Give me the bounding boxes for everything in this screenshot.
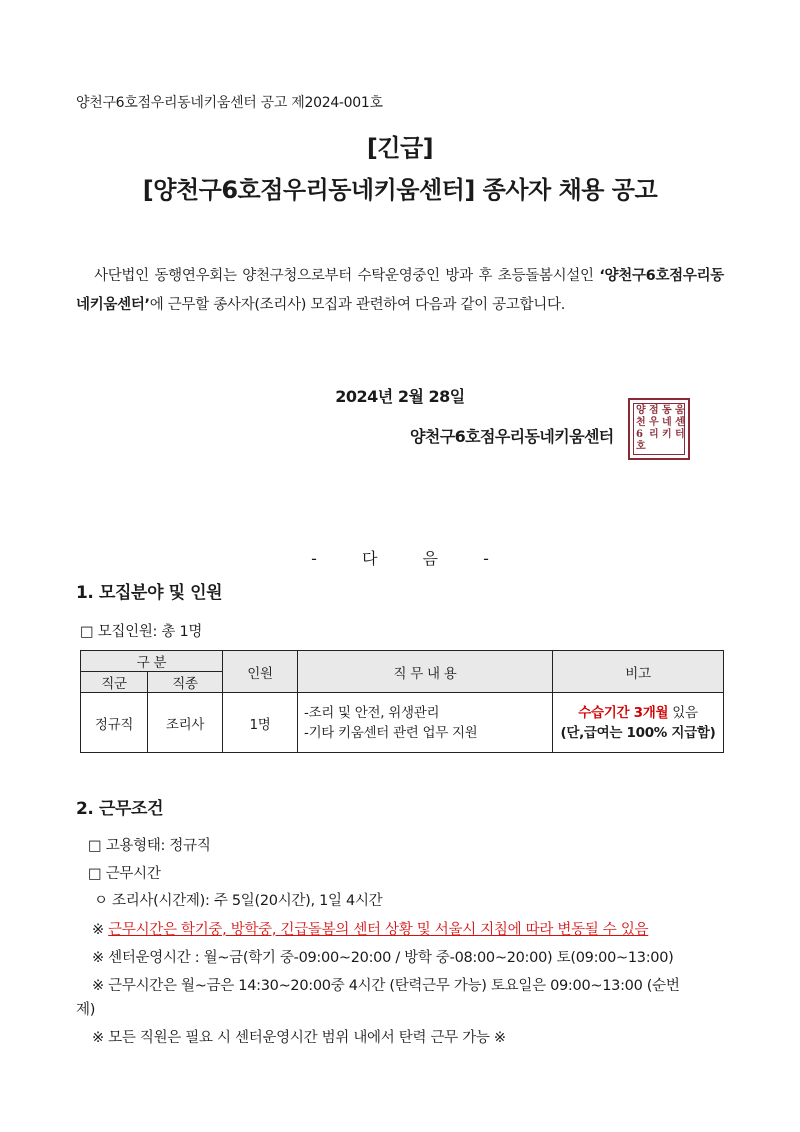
- work-detail-cont: 제): [76, 1002, 96, 1018]
- th-duties: 직 무 내 용: [298, 651, 553, 693]
- intro-text-1: 사단법인 동행연우회는 양천구청으로부터 수탁운영중인 방과 후 초등돌봄시설인: [94, 268, 600, 284]
- section1-heading: 1. 모집분야 및 인원: [76, 583, 223, 603]
- issuer-name: 양천구6호점우리동네키움센터: [410, 427, 614, 446]
- cell-job-group: 정규직: [81, 693, 148, 753]
- section2-heading: 2. 근무조건: [76, 799, 164, 819]
- duty-2: -기타 키움센터 관련 업무 지원: [304, 724, 478, 741]
- operating-hours: ※ 센터운영시간 : 월~금(학기 중-09:00~20:00 / 방학 중-08:00~20:00) 토(09:00~13:00): [92, 950, 674, 966]
- notice-number: 양천구6호점우리동네키움센터 공고 제2024-001호: [76, 95, 383, 111]
- page-title: [양천구6호점우리동네키움센터] 종사자 채용 공고: [142, 176, 658, 204]
- hours-change-note: ※ 근무시간은 학기중, 방학중, 긴급돌봄의 센터 상황 및 서울시 지침에 따라 변동될 수 있음: [92, 922, 649, 938]
- th-note: 비고: [553, 651, 724, 693]
- title-urgent: [긴급]: [366, 134, 434, 162]
- recruit-total: □ 모집인원: 총 1명: [80, 624, 203, 640]
- official-seal: 양 천 6 호 점 우 리 동 네 키 움 센 터: [628, 398, 690, 460]
- th-job-type: 직종: [148, 672, 223, 693]
- th-count: 인원: [223, 651, 298, 693]
- table-row: [81, 693, 724, 753]
- flex-note: ※ 모든 직원은 필요 시 센터운영시간 범위 내에서 탄력 근무 가능 ※: [92, 1030, 506, 1046]
- separator: - 다 음 -: [311, 549, 489, 568]
- cook-hours: ㅇ 조리사(시간제): 주 5일(20시간), 1일 4시간: [94, 893, 383, 909]
- cell-duties: [298, 693, 553, 753]
- duty-1: -조리 및 안전, 위생관리: [304, 704, 440, 721]
- th-group: 구 분: [81, 651, 223, 672]
- th-job-group: 직군: [81, 672, 148, 693]
- salary-note: (단,급여는 100% 지급함): [560, 724, 716, 741]
- intro-center-name: ‘양천구6호점우리동네키움센터’: [76, 268, 724, 313]
- cell-job-type: 조리사: [148, 693, 223, 753]
- employment-type: □ 고용형태: 정규직: [88, 838, 211, 854]
- intro-paragraph: [76, 262, 724, 320]
- cell-count: 1명: [223, 693, 298, 753]
- cell-note: 수습기간 3개월 있음 (단,급여는 100% 지급함): [553, 693, 724, 753]
- work-hours-label: □ 근무시간: [88, 866, 161, 882]
- work-detail: ※ 근무시간은 월~금은 14:30~20:00중 4시간 (탄력근무 가능) 토요일은 09:00~13:00 (순번: [92, 978, 680, 994]
- recruit-table: [80, 650, 724, 753]
- probation-note: 수습기간 3개월: [578, 704, 669, 721]
- intro-text-2: 에 근무할 종사자(조리사) 모집과 관련하여 다음과 같이 공고합니다.: [149, 297, 566, 313]
- notice-date: 2024년 2월 28일: [335, 387, 465, 406]
